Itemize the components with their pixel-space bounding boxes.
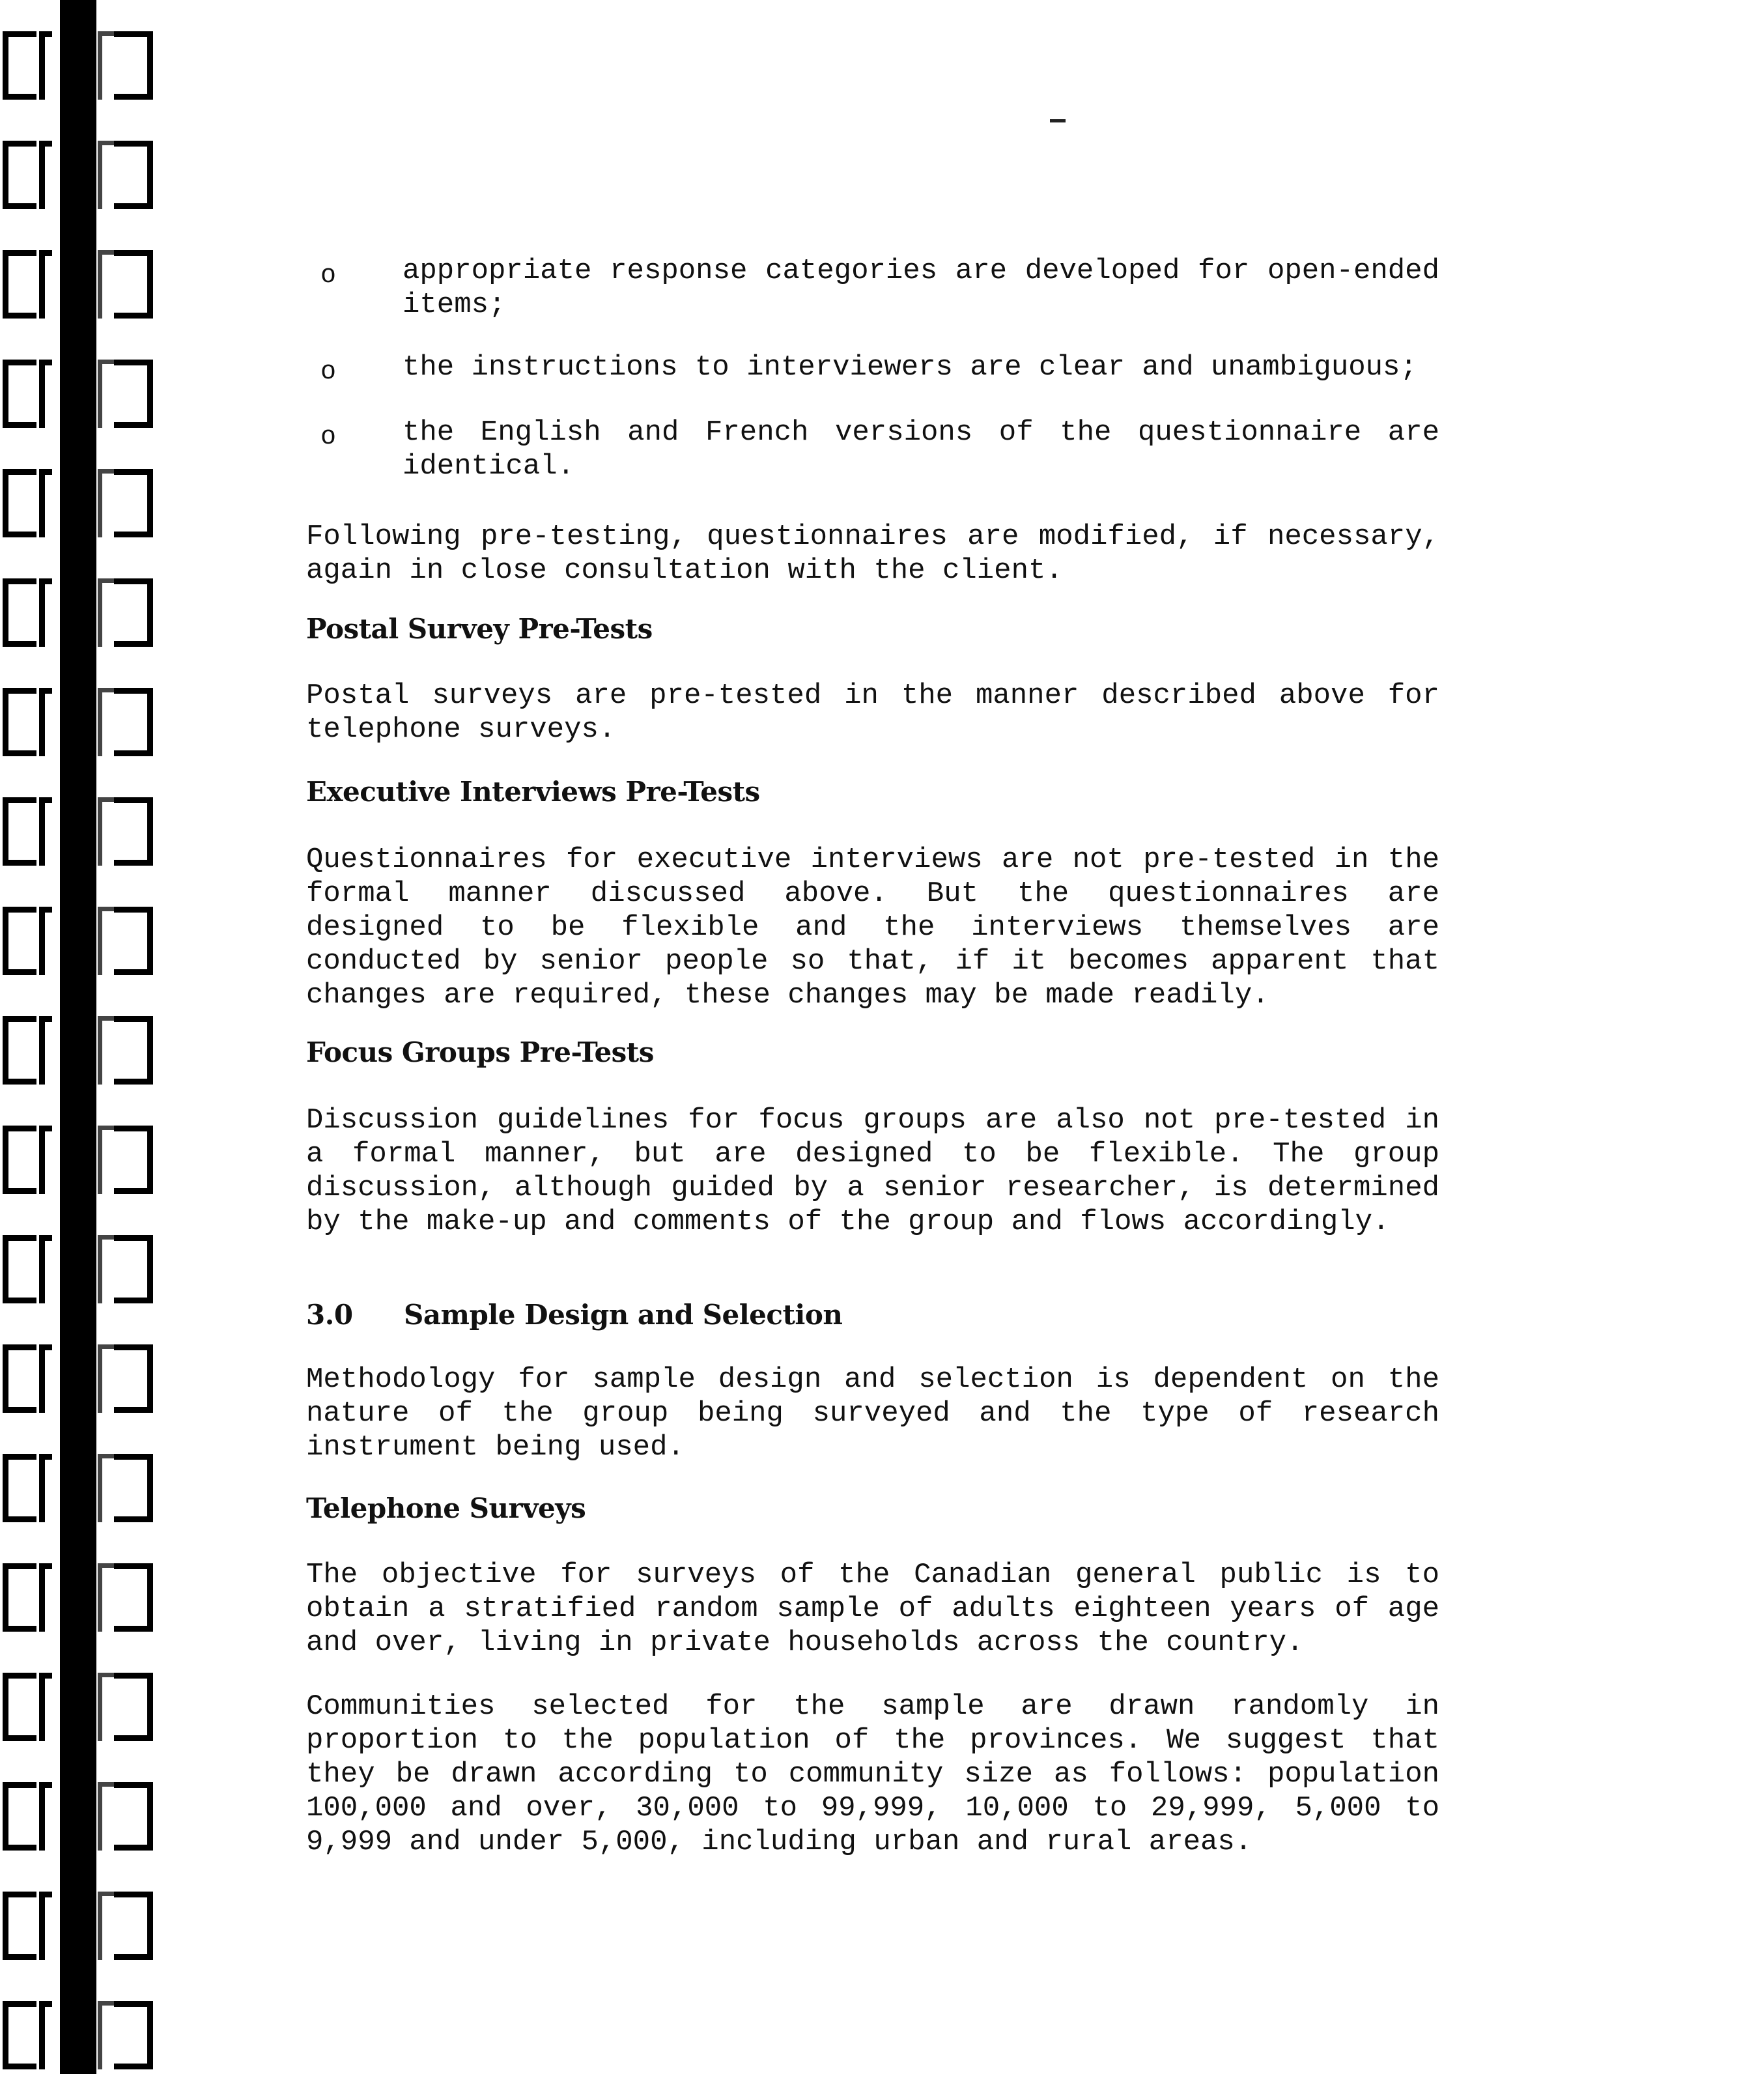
heading-postal: Postal Survey Pre-Tests: [306, 613, 653, 645]
binding-ring-part: [3, 1563, 36, 1632]
binding-ring-part: [60, 431, 96, 542]
binding-ring-part: [39, 1892, 52, 1960]
binding-ring-part: [60, 759, 96, 870]
binding-ring-part: [98, 1782, 115, 1851]
binding-ring-part: [60, 1744, 96, 1855]
binding-ring-part: [114, 578, 153, 647]
binding-ring-part: [39, 2001, 52, 2069]
binding-ring-part: [114, 1892, 153, 1960]
binding-ring-part: [3, 250, 36, 319]
bullet-marker: o: [320, 423, 337, 452]
binding-ring-part: [39, 31, 52, 100]
binding-ring-part: [39, 141, 52, 209]
binding-ring-part: [98, 1016, 115, 1085]
binding-ring-part: [39, 1126, 52, 1194]
binding-ring-part: [60, 103, 96, 214]
binding-ring-part: [114, 1126, 153, 1194]
binding-ring-part: [60, 1088, 96, 1199]
binding-ring-part: [3, 1126, 36, 1194]
binding-ring-part: [3, 360, 36, 428]
binding-ring-part: [3, 2001, 36, 2069]
binding-ring-part: [39, 797, 52, 866]
binding-ring-part: [39, 1673, 52, 1741]
page-mark: [1050, 119, 1066, 122]
binding-ring-part: [98, 31, 115, 100]
binding-ring-part: [114, 360, 153, 428]
binding-ring-part: [98, 1235, 115, 1303]
binding-ring-part: [98, 141, 115, 209]
binding-ring-part: [98, 1344, 115, 1413]
binding-ring-part: [39, 1344, 52, 1413]
binding-ring-part: [98, 469, 115, 537]
binding-ring-part: [114, 1673, 153, 1741]
section-heading: [306, 1298, 842, 1332]
paragraph-executive: Questionnaires for executive interviews are not pre-tested in the formal manner discussed above. But the questionnaires are designed to be flexible and the interviews themselves are conducted by senior people so that, if it becomes apparent that changes are required, these changes may be made readily.: [306, 844, 1439, 1012]
binding-ring-part: [3, 907, 36, 975]
spiral-binding: [0, 0, 163, 2092]
binding-ring-part: [60, 650, 96, 761]
binding-ring-part: [60, 1307, 96, 1417]
binding-ring-part: [39, 1016, 52, 1085]
binding-ring-part: [114, 1016, 153, 1085]
binding-ring-part: [60, 869, 96, 980]
binding-ring-part: [60, 1963, 96, 2074]
binding-ring-part: [3, 469, 36, 537]
binding-ring-part: [114, 2001, 153, 2069]
binding-ring-part: [60, 1197, 96, 1308]
binding-ring-part: [98, 1673, 115, 1741]
binding-ring-part: [98, 360, 115, 428]
binding-ring-part: [98, 797, 115, 866]
section-number: 3.0: [306, 1299, 353, 1331]
binding-ring-part: [114, 907, 153, 975]
bullet-marker: o: [320, 261, 337, 291]
binding-ring-part: [3, 797, 36, 866]
binding-ring-part: [39, 688, 52, 756]
binding-ring-part: [3, 141, 36, 209]
binding-ring-part: [3, 1016, 36, 1085]
paragraph-postal: Postal surveys are pre-tested in the manner described above for telephone surveys.: [306, 679, 1439, 746]
binding-ring-part: [3, 578, 36, 647]
heading-telephone: Telephone Surveys: [306, 1492, 586, 1524]
binding-ring-part: [39, 469, 52, 537]
binding-ring-part: [60, 541, 96, 651]
binding-ring-part: [114, 797, 153, 866]
binding-ring-part: [3, 1454, 36, 1522]
heading-focus: Focus Groups Pre-Tests: [306, 1036, 654, 1068]
binding-ring-part: [114, 1344, 153, 1413]
paragraph-focus: Discussion guidelines for focus groups are also not pre-tested in a formal manner, but are designed to be flexible. The group discussion, although guided by a senior researcher, is determined by the make-up and comments of the group and flows accordingly.: [306, 1104, 1439, 1238]
binding-ring-part: [114, 141, 153, 209]
binding-ring-part: [3, 1344, 36, 1413]
binding-ring-part: [98, 1892, 115, 1960]
binding-ring-part: [39, 1454, 52, 1522]
binding-ring-part: [60, 322, 96, 433]
binding-ring-part: [39, 907, 52, 975]
binding-ring-part: [3, 688, 36, 756]
binding-ring-part: [39, 250, 52, 319]
binding-ring-part: [39, 578, 52, 647]
bullet-marker: o: [320, 358, 337, 387]
binding-ring-part: [98, 1454, 115, 1522]
binding-ring-part: [60, 212, 96, 323]
binding-ring-part: [60, 978, 96, 1089]
heading-executive: Executive Interviews Pre-Tests: [306, 776, 760, 808]
binding-ring-part: [98, 2001, 115, 2069]
binding-ring-part: [39, 1782, 52, 1851]
binding-ring: [0, 1989, 163, 2100]
binding-ring-part: [3, 31, 36, 100]
binding-ring-part: [98, 250, 115, 319]
binding-ring-part: [60, 1635, 96, 1746]
binding-ring-part: [3, 1892, 36, 1960]
bullet-text: the English and French versions of the questionnaire are identical.: [403, 416, 1439, 483]
binding-ring-part: [114, 1782, 153, 1851]
binding-ring-part: [114, 469, 153, 537]
binding-ring-part: [114, 1454, 153, 1522]
binding-ring-part: [60, 1854, 96, 1965]
binding-ring-part: [114, 250, 153, 319]
binding-ring-part: [39, 1563, 52, 1632]
paragraph-communities: Communities selected for the sample are drawn randomly in proportion to the population of the provinces. We suggest that they be drawn according to community size as follows: population 100,000 and over, 30,000 to 99,999, 10,000 to 29,999, 5,000 to 9,999 and under 5,000, including urban and rural areas.: [306, 1690, 1439, 1858]
binding-ring-part: [60, 1416, 96, 1527]
binding-ring-part: [39, 1235, 52, 1303]
binding-ring-part: [114, 1563, 153, 1632]
binding-ring-part: [98, 1126, 115, 1194]
bullet-text: the instructions to interviewers are clear and unambiguous;: [403, 351, 1417, 384]
bullet-text: appropriate response categories are developed for open-ended items;: [403, 255, 1439, 321]
binding-ring-part: [3, 1673, 36, 1741]
paragraph-telephone-objective: The objective for surveys of the Canadian general public is to obtain a stratified random sample of adults eighteen years of age and over, living in private households across the country.: [306, 1559, 1439, 1659]
binding-ring-part: [98, 1563, 115, 1632]
binding-ring-part: [114, 31, 153, 100]
binding-ring-part: [98, 907, 115, 975]
binding-ring-part: [98, 578, 115, 647]
binding-ring-part: [3, 1235, 36, 1303]
binding-ring-part: [60, 0, 96, 104]
section-title: Sample Design and Selection: [404, 1299, 843, 1331]
binding-ring-part: [98, 688, 115, 756]
binding-ring-part: [60, 1525, 96, 1636]
binding-ring-part: [39, 360, 52, 428]
paragraph-sample-design: Methodology for sample design and selection is dependent on the nature of the group being surveyed and the type of research instrument being used.: [306, 1363, 1439, 1464]
binding-ring-part: [114, 688, 153, 756]
binding-ring-part: [114, 1235, 153, 1303]
binding-ring-part: [3, 1782, 36, 1851]
paragraph-following-pretesting: Following pre-testing, questionnaires are modified, if necessary, again in close consultation with the client.: [306, 520, 1439, 587]
